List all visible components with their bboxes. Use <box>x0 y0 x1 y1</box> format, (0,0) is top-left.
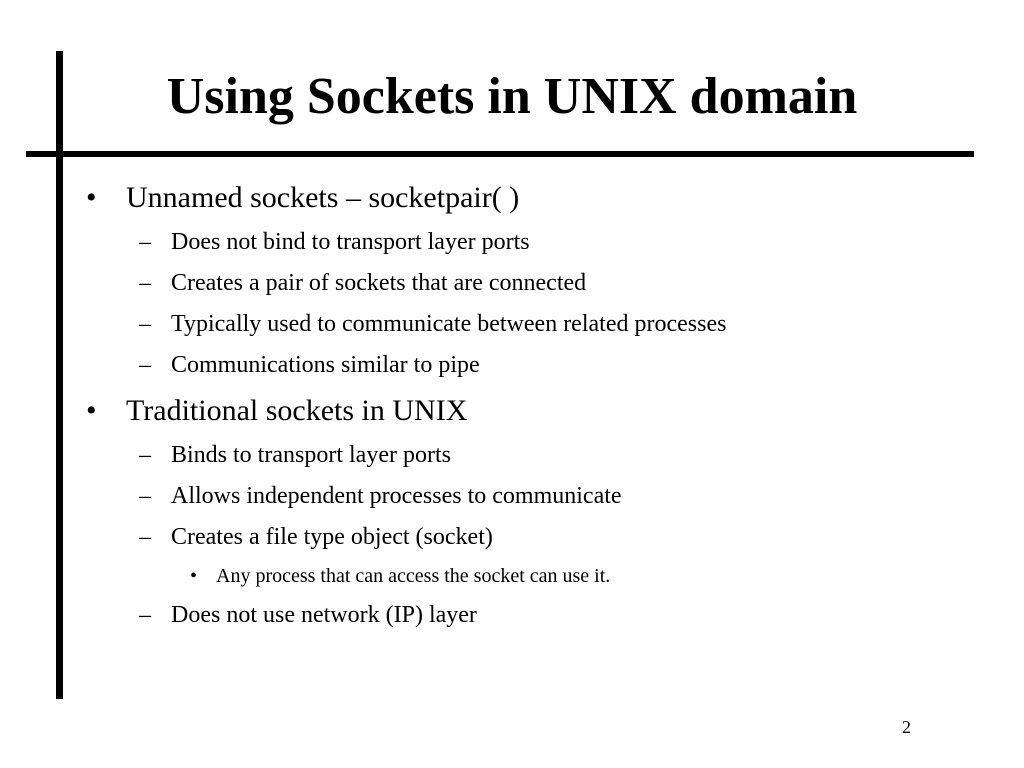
sub-item-text: Binds to transport layer ports <box>171 442 451 468</box>
sub-item-text: Allows independent processes to communicate <box>171 483 622 509</box>
sub-sub-item-text: Any process that can access the socket can use it. <box>216 565 611 587</box>
sub-bullet-marker: • <box>190 565 198 587</box>
sub-item-text: Creates a file type object (socket) <box>171 524 493 550</box>
sub-item-text: Typically used to communicate between related processes <box>171 311 727 337</box>
sub-item-text: Does not bind to transport layer ports <box>171 229 530 255</box>
page-number: 2 <box>902 717 911 737</box>
dash-marker: – <box>139 229 151 255</box>
vertical-rule <box>56 51 63 699</box>
dash-marker: – <box>139 602 151 628</box>
horizontal-rule <box>26 151 974 157</box>
slide-title: Using Sockets in UNIX domain <box>166 68 858 125</box>
dash-marker: – <box>139 524 151 550</box>
sub-item-text: Communications similar to pipe <box>171 352 480 378</box>
dash-marker: – <box>139 442 151 468</box>
bullet-marker: • <box>86 181 97 214</box>
dash-marker: – <box>139 352 151 378</box>
dash-marker: – <box>139 483 151 509</box>
sub-item-text: Does not use network (IP) layer <box>171 602 477 628</box>
dash-marker: – <box>139 311 151 337</box>
dash-marker: – <box>139 270 151 296</box>
bullet-text: Traditional sockets in UNIX <box>126 394 468 427</box>
bullet-marker: • <box>86 394 97 427</box>
bullet-text: Unnamed sockets – socketpair( ) <box>126 181 520 214</box>
sub-item-text: Creates a pair of sockets that are connected <box>171 270 587 296</box>
